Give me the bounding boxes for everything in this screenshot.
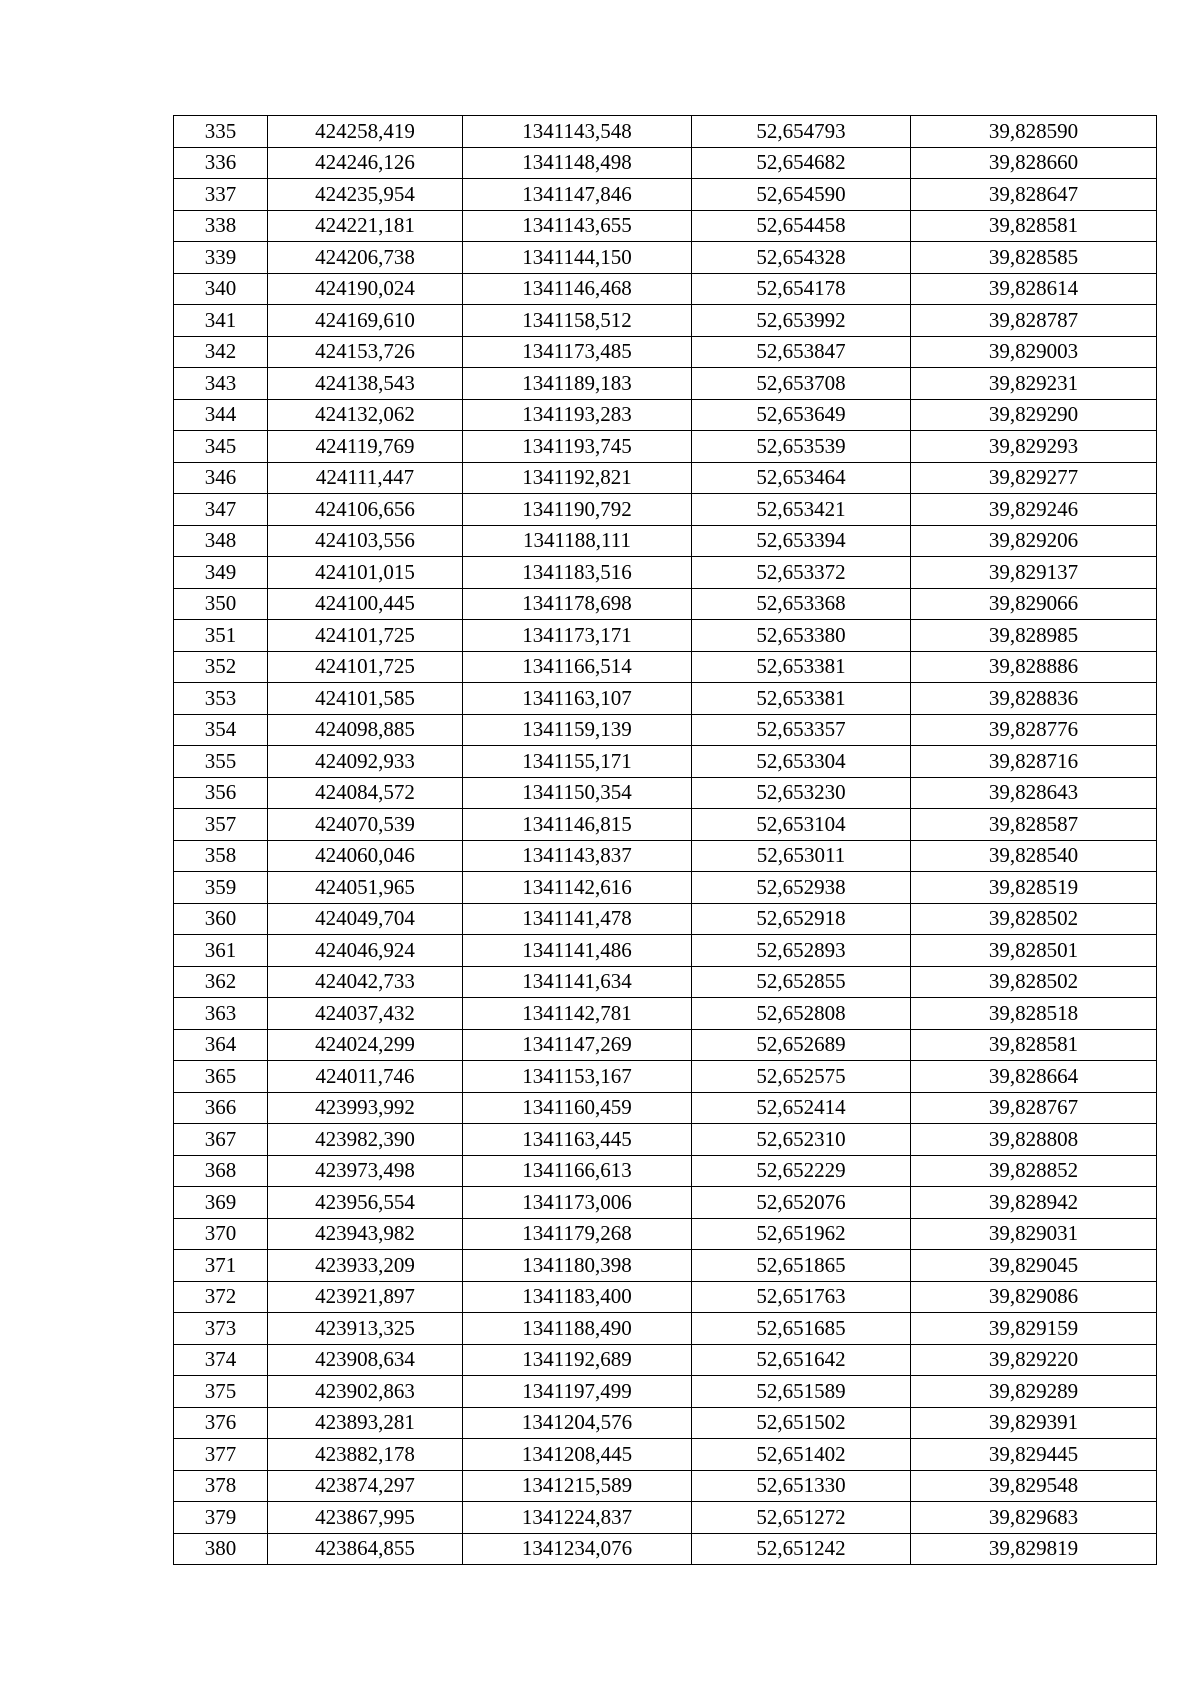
latitude-cell: 52,653104 (692, 809, 911, 841)
y-coordinate-cell: 1341141,486 (463, 935, 692, 967)
table-row (174, 179, 1157, 211)
longitude-cell: 39,829391 (911, 1407, 1157, 1439)
x-coordinate-cell: 424101,725 (268, 620, 463, 652)
y-coordinate-cell: 1341142,616 (463, 872, 692, 904)
latitude-cell: 52,653011 (692, 840, 911, 872)
longitude-cell: 39,829445 (911, 1439, 1157, 1471)
longitude-cell: 39,828660 (911, 147, 1157, 179)
point-number-cell: 360 (174, 903, 268, 935)
latitude-cell: 52,652689 (692, 1029, 911, 1061)
y-coordinate-cell: 1341173,485 (463, 336, 692, 368)
x-coordinate-cell: 423982,390 (268, 1124, 463, 1156)
x-coordinate-cell: 423943,982 (268, 1218, 463, 1250)
x-coordinate-cell: 424235,954 (268, 179, 463, 211)
point-number-cell: 358 (174, 840, 268, 872)
point-number-cell: 370 (174, 1218, 268, 1250)
table-row (174, 777, 1157, 809)
latitude-cell: 52,651962 (692, 1218, 911, 1250)
x-coordinate-cell: 424258,419 (268, 116, 463, 148)
x-coordinate-cell: 423921,897 (268, 1281, 463, 1313)
longitude-cell: 39,828787 (911, 305, 1157, 337)
latitude-cell: 52,653357 (692, 714, 911, 746)
longitude-cell: 39,828502 (911, 966, 1157, 998)
table-row (174, 1250, 1157, 1282)
point-number-cell: 359 (174, 872, 268, 904)
latitude-cell: 52,653380 (692, 620, 911, 652)
latitude-cell: 52,651763 (692, 1281, 911, 1313)
point-number-cell: 346 (174, 462, 268, 494)
y-coordinate-cell: 1341153,167 (463, 1061, 692, 1093)
latitude-cell: 52,652076 (692, 1187, 911, 1219)
table-row (174, 935, 1157, 967)
x-coordinate-cell: 424084,572 (268, 777, 463, 809)
point-number-cell: 337 (174, 179, 268, 211)
x-coordinate-cell: 424051,965 (268, 872, 463, 904)
x-coordinate-cell: 424042,733 (268, 966, 463, 998)
table-row (174, 998, 1157, 1030)
point-number-cell: 366 (174, 1092, 268, 1124)
longitude-cell: 39,829003 (911, 336, 1157, 368)
x-coordinate-cell: 424221,181 (268, 210, 463, 242)
point-number-cell: 336 (174, 147, 268, 179)
latitude-cell: 52,653381 (692, 651, 911, 683)
longitude-cell: 39,828519 (911, 872, 1157, 904)
x-coordinate-cell: 423956,554 (268, 1187, 463, 1219)
table-row (174, 242, 1157, 274)
longitude-cell: 39,829206 (911, 525, 1157, 557)
x-coordinate-cell: 424101,585 (268, 683, 463, 715)
coordinates-table-body (174, 116, 1157, 1565)
point-number-cell: 347 (174, 494, 268, 526)
point-number-cell: 353 (174, 683, 268, 715)
table-row (174, 147, 1157, 179)
table-row (174, 557, 1157, 589)
y-coordinate-cell: 1341166,613 (463, 1155, 692, 1187)
latitude-cell: 52,654682 (692, 147, 911, 179)
y-coordinate-cell: 1341179,268 (463, 1218, 692, 1250)
x-coordinate-cell: 423908,634 (268, 1344, 463, 1376)
point-number-cell: 368 (174, 1155, 268, 1187)
table-row (174, 1439, 1157, 1471)
table-row (174, 620, 1157, 652)
point-number-cell: 374 (174, 1344, 268, 1376)
table-row (174, 116, 1157, 148)
table-row (174, 305, 1157, 337)
x-coordinate-cell: 424246,126 (268, 147, 463, 179)
point-number-cell: 339 (174, 242, 268, 274)
table-row (174, 431, 1157, 463)
x-coordinate-cell: 424098,885 (268, 714, 463, 746)
table-row (174, 1470, 1157, 1502)
point-number-cell: 344 (174, 399, 268, 431)
latitude-cell: 52,652918 (692, 903, 911, 935)
table-row (174, 399, 1157, 431)
latitude-cell: 52,651402 (692, 1439, 911, 1471)
point-number-cell: 364 (174, 1029, 268, 1061)
longitude-cell: 39,828501 (911, 935, 1157, 967)
longitude-cell: 39,828614 (911, 273, 1157, 305)
x-coordinate-cell: 424101,725 (268, 651, 463, 683)
y-coordinate-cell: 1341190,792 (463, 494, 692, 526)
longitude-cell: 39,828581 (911, 1029, 1157, 1061)
longitude-cell: 39,828643 (911, 777, 1157, 809)
latitude-cell: 52,652575 (692, 1061, 911, 1093)
table-row (174, 1502, 1157, 1534)
y-coordinate-cell: 1341173,006 (463, 1187, 692, 1219)
y-coordinate-cell: 1341163,445 (463, 1124, 692, 1156)
longitude-cell: 39,828590 (911, 116, 1157, 148)
point-number-cell: 352 (174, 651, 268, 683)
latitude-cell: 52,653372 (692, 557, 911, 589)
longitude-cell: 39,828808 (911, 1124, 1157, 1156)
latitude-cell: 52,652893 (692, 935, 911, 967)
y-coordinate-cell: 1341183,400 (463, 1281, 692, 1313)
longitude-cell: 39,828886 (911, 651, 1157, 683)
longitude-cell: 39,829137 (911, 557, 1157, 589)
longitude-cell: 39,829819 (911, 1533, 1157, 1565)
x-coordinate-cell: 424138,543 (268, 368, 463, 400)
x-coordinate-cell: 424024,299 (268, 1029, 463, 1061)
point-number-cell: 369 (174, 1187, 268, 1219)
x-coordinate-cell: 424049,704 (268, 903, 463, 935)
point-number-cell: 373 (174, 1313, 268, 1345)
y-coordinate-cell: 1341188,111 (463, 525, 692, 557)
longitude-cell: 39,829086 (911, 1281, 1157, 1313)
longitude-cell: 39,828985 (911, 620, 1157, 652)
longitude-cell: 39,828502 (911, 903, 1157, 935)
y-coordinate-cell: 1341147,269 (463, 1029, 692, 1061)
table-row (174, 336, 1157, 368)
y-coordinate-cell: 1341193,745 (463, 431, 692, 463)
point-number-cell: 380 (174, 1533, 268, 1565)
latitude-cell: 52,652229 (692, 1155, 911, 1187)
longitude-cell: 39,828836 (911, 683, 1157, 715)
y-coordinate-cell: 1341204,576 (463, 1407, 692, 1439)
x-coordinate-cell: 424046,924 (268, 935, 463, 967)
y-coordinate-cell: 1341197,499 (463, 1376, 692, 1408)
table-row (174, 809, 1157, 841)
point-number-cell: 345 (174, 431, 268, 463)
point-number-cell: 357 (174, 809, 268, 841)
longitude-cell: 39,828716 (911, 746, 1157, 778)
y-coordinate-cell: 1341158,512 (463, 305, 692, 337)
longitude-cell: 39,828585 (911, 242, 1157, 274)
table-row (174, 746, 1157, 778)
latitude-cell: 52,651330 (692, 1470, 911, 1502)
x-coordinate-cell: 423993,992 (268, 1092, 463, 1124)
latitude-cell: 52,653464 (692, 462, 911, 494)
x-coordinate-cell: 424060,046 (268, 840, 463, 872)
x-coordinate-cell: 423874,297 (268, 1470, 463, 1502)
table-row (174, 462, 1157, 494)
y-coordinate-cell: 1341173,171 (463, 620, 692, 652)
y-coordinate-cell: 1341193,283 (463, 399, 692, 431)
x-coordinate-cell: 423882,178 (268, 1439, 463, 1471)
longitude-cell: 39,829220 (911, 1344, 1157, 1376)
x-coordinate-cell: 424132,062 (268, 399, 463, 431)
point-number-cell: 361 (174, 935, 268, 967)
y-coordinate-cell: 1341155,171 (463, 746, 692, 778)
longitude-cell: 39,829277 (911, 462, 1157, 494)
latitude-cell: 52,651685 (692, 1313, 911, 1345)
y-coordinate-cell: 1341183,516 (463, 557, 692, 589)
longitude-cell: 39,829159 (911, 1313, 1157, 1345)
x-coordinate-cell: 424119,769 (268, 431, 463, 463)
y-coordinate-cell: 1341159,139 (463, 714, 692, 746)
point-number-cell: 363 (174, 998, 268, 1030)
table-row (174, 1533, 1157, 1565)
table-row (174, 1061, 1157, 1093)
table-row (174, 1029, 1157, 1061)
longitude-cell: 39,828942 (911, 1187, 1157, 1219)
table-row (174, 1124, 1157, 1156)
latitude-cell: 52,653992 (692, 305, 911, 337)
x-coordinate-cell: 424153,726 (268, 336, 463, 368)
y-coordinate-cell: 1341192,821 (463, 462, 692, 494)
point-number-cell: 354 (174, 714, 268, 746)
y-coordinate-cell: 1341192,689 (463, 1344, 692, 1376)
table-row (174, 1407, 1157, 1439)
y-coordinate-cell: 1341141,478 (463, 903, 692, 935)
x-coordinate-cell: 424206,738 (268, 242, 463, 274)
x-coordinate-cell: 424100,445 (268, 588, 463, 620)
y-coordinate-cell: 1341143,655 (463, 210, 692, 242)
latitude-cell: 52,652855 (692, 966, 911, 998)
table-row (174, 588, 1157, 620)
latitude-cell: 52,653381 (692, 683, 911, 715)
latitude-cell: 52,654328 (692, 242, 911, 274)
point-number-cell: 371 (174, 1250, 268, 1282)
point-number-cell: 365 (174, 1061, 268, 1093)
y-coordinate-cell: 1341215,589 (463, 1470, 692, 1502)
point-number-cell: 349 (174, 557, 268, 589)
x-coordinate-cell: 423973,498 (268, 1155, 463, 1187)
longitude-cell: 39,828776 (911, 714, 1157, 746)
x-coordinate-cell: 424070,539 (268, 809, 463, 841)
latitude-cell: 52,654458 (692, 210, 911, 242)
table-row (174, 525, 1157, 557)
longitude-cell: 39,828664 (911, 1061, 1157, 1093)
point-number-cell: 350 (174, 588, 268, 620)
table-row (174, 966, 1157, 998)
latitude-cell: 52,654793 (692, 116, 911, 148)
x-coordinate-cell: 424190,024 (268, 273, 463, 305)
table-row (174, 1092, 1157, 1124)
x-coordinate-cell: 423867,995 (268, 1502, 463, 1534)
longitude-cell: 39,829289 (911, 1376, 1157, 1408)
table-row (174, 1218, 1157, 1250)
y-coordinate-cell: 1341160,459 (463, 1092, 692, 1124)
y-coordinate-cell: 1341142,781 (463, 998, 692, 1030)
x-coordinate-cell: 423864,855 (268, 1533, 463, 1565)
longitude-cell: 39,829045 (911, 1250, 1157, 1282)
point-number-cell: 355 (174, 746, 268, 778)
latitude-cell: 52,651272 (692, 1502, 911, 1534)
table-row (174, 273, 1157, 305)
y-coordinate-cell: 1341166,514 (463, 651, 692, 683)
latitude-cell: 52,653304 (692, 746, 911, 778)
longitude-cell: 39,829031 (911, 1218, 1157, 1250)
y-coordinate-cell: 1341180,398 (463, 1250, 692, 1282)
point-number-cell: 341 (174, 305, 268, 337)
latitude-cell: 52,653421 (692, 494, 911, 526)
latitude-cell: 52,652310 (692, 1124, 911, 1156)
point-number-cell: 343 (174, 368, 268, 400)
point-number-cell: 342 (174, 336, 268, 368)
y-coordinate-cell: 1341143,837 (463, 840, 692, 872)
y-coordinate-cell: 1341148,498 (463, 147, 692, 179)
x-coordinate-cell: 424103,556 (268, 525, 463, 557)
latitude-cell: 52,653394 (692, 525, 911, 557)
table-row (174, 210, 1157, 242)
longitude-cell: 39,829548 (911, 1470, 1157, 1502)
x-coordinate-cell: 424011,746 (268, 1061, 463, 1093)
longitude-cell: 39,828540 (911, 840, 1157, 872)
y-coordinate-cell: 1341146,815 (463, 809, 692, 841)
latitude-cell: 52,653847 (692, 336, 911, 368)
x-coordinate-cell: 424111,447 (268, 462, 463, 494)
longitude-cell: 39,829246 (911, 494, 1157, 526)
longitude-cell: 39,828647 (911, 179, 1157, 211)
point-number-cell: 348 (174, 525, 268, 557)
y-coordinate-cell: 1341208,445 (463, 1439, 692, 1471)
longitude-cell: 39,829066 (911, 588, 1157, 620)
point-number-cell: 377 (174, 1439, 268, 1471)
x-coordinate-cell: 424092,933 (268, 746, 463, 778)
x-coordinate-cell: 423913,325 (268, 1313, 463, 1345)
point-number-cell: 376 (174, 1407, 268, 1439)
y-coordinate-cell: 1341146,468 (463, 273, 692, 305)
table-row (174, 494, 1157, 526)
longitude-cell: 39,828767 (911, 1092, 1157, 1124)
latitude-cell: 52,654590 (692, 179, 911, 211)
y-coordinate-cell: 1341234,076 (463, 1533, 692, 1565)
longitude-cell: 39,828587 (911, 809, 1157, 841)
x-coordinate-cell: 424106,656 (268, 494, 463, 526)
table-row (174, 683, 1157, 715)
x-coordinate-cell: 423893,281 (268, 1407, 463, 1439)
longitude-cell: 39,829231 (911, 368, 1157, 400)
point-number-cell: 362 (174, 966, 268, 998)
y-coordinate-cell: 1341141,634 (463, 966, 692, 998)
point-number-cell: 351 (174, 620, 268, 652)
coordinates-table (173, 115, 1157, 1565)
table-row (174, 840, 1157, 872)
point-number-cell: 367 (174, 1124, 268, 1156)
latitude-cell: 52,652808 (692, 998, 911, 1030)
point-number-cell: 378 (174, 1470, 268, 1502)
latitude-cell: 52,652414 (692, 1092, 911, 1124)
x-coordinate-cell: 424101,015 (268, 557, 463, 589)
latitude-cell: 52,651865 (692, 1250, 911, 1282)
y-coordinate-cell: 1341189,183 (463, 368, 692, 400)
latitude-cell: 52,654178 (692, 273, 911, 305)
y-coordinate-cell: 1341144,150 (463, 242, 692, 274)
point-number-cell: 372 (174, 1281, 268, 1313)
point-number-cell: 375 (174, 1376, 268, 1408)
table-row (174, 1281, 1157, 1313)
x-coordinate-cell: 424037,432 (268, 998, 463, 1030)
table-row (174, 1187, 1157, 1219)
table-row (174, 714, 1157, 746)
point-number-cell: 338 (174, 210, 268, 242)
point-number-cell: 379 (174, 1502, 268, 1534)
table-row (174, 1376, 1157, 1408)
y-coordinate-cell: 1341147,846 (463, 179, 692, 211)
y-coordinate-cell: 1341188,490 (463, 1313, 692, 1345)
latitude-cell: 52,653230 (692, 777, 911, 809)
y-coordinate-cell: 1341150,354 (463, 777, 692, 809)
table-row (174, 872, 1157, 904)
table-row (174, 368, 1157, 400)
latitude-cell: 52,653368 (692, 588, 911, 620)
latitude-cell: 52,651502 (692, 1407, 911, 1439)
latitude-cell: 52,653708 (692, 368, 911, 400)
x-coordinate-cell: 423902,863 (268, 1376, 463, 1408)
latitude-cell: 52,651242 (692, 1533, 911, 1565)
latitude-cell: 52,653539 (692, 431, 911, 463)
longitude-cell: 39,829683 (911, 1502, 1157, 1534)
longitude-cell: 39,829290 (911, 399, 1157, 431)
latitude-cell: 52,653649 (692, 399, 911, 431)
x-coordinate-cell: 423933,209 (268, 1250, 463, 1282)
longitude-cell: 39,828852 (911, 1155, 1157, 1187)
y-coordinate-cell: 1341143,548 (463, 116, 692, 148)
longitude-cell: 39,829293 (911, 431, 1157, 463)
table-row (174, 651, 1157, 683)
table-row (174, 1313, 1157, 1345)
longitude-cell: 39,828518 (911, 998, 1157, 1030)
table-row (174, 1344, 1157, 1376)
latitude-cell: 52,652938 (692, 872, 911, 904)
point-number-cell: 335 (174, 116, 268, 148)
latitude-cell: 52,651642 (692, 1344, 911, 1376)
y-coordinate-cell: 1341163,107 (463, 683, 692, 715)
y-coordinate-cell: 1341224,837 (463, 1502, 692, 1534)
x-coordinate-cell: 424169,610 (268, 305, 463, 337)
latitude-cell: 52,651589 (692, 1376, 911, 1408)
y-coordinate-cell: 1341178,698 (463, 588, 692, 620)
point-number-cell: 356 (174, 777, 268, 809)
table-row (174, 903, 1157, 935)
table-row (174, 1155, 1157, 1187)
longitude-cell: 39,828581 (911, 210, 1157, 242)
point-number-cell: 340 (174, 273, 268, 305)
